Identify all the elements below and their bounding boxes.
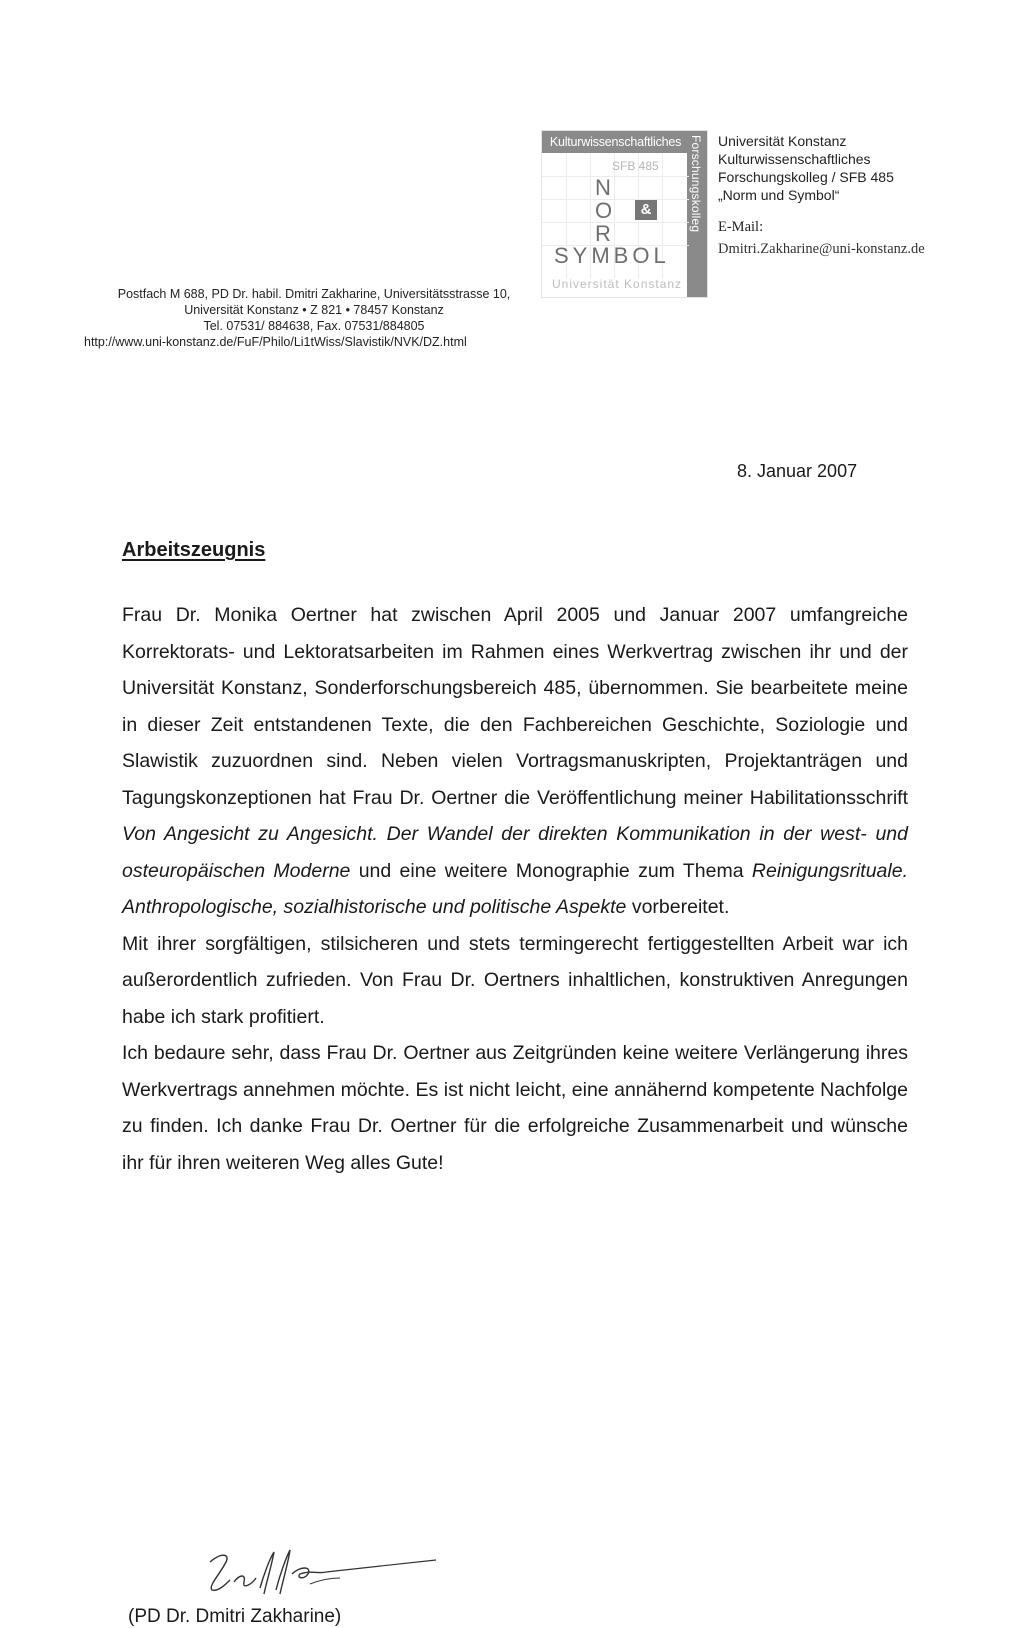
email-address[interactable]: Dmitri.Zakharine@uni-konstanz.de [718, 241, 925, 257]
institute-logo [541, 130, 708, 298]
logo-letter-r: R [595, 221, 611, 246]
logo-letter-o: O [595, 198, 613, 223]
logo-letter-n: N [595, 175, 611, 200]
institution-line: Forschungskolleg / SFB 485 [718, 169, 894, 185]
logo-top-band: Kulturwissenschaftliches [542, 131, 689, 153]
body-paragraph [122, 597, 908, 926]
body-paragraph: Mit ihrer sorgfältigen, stilsicheren und stets termingerecht fertiggestellten Arbeit war ich außerordentlich zufrieden. Von Frau Dr. Oertners inhaltlichen, konstruktiven Anregungen habe ich stark profitiert. [122, 932, 908, 1028]
logo-grid-line [542, 176, 689, 177]
body-text: und eine weitere Monographie zum Thema [350, 859, 752, 882]
logo-grid-line [542, 222, 689, 223]
body-text: vorbereitet. [626, 896, 730, 918]
email-label: E-Mail: [718, 219, 764, 235]
letter-body [122, 597, 908, 1181]
logo-sfb-label: SFB 485 [612, 159, 659, 173]
sender-line: Universität Konstanz • Z 821 • 78457 Konstanz [184, 303, 444, 317]
institution-block [718, 132, 1008, 258]
handwritten-signature [200, 1544, 440, 1604]
logo-symbol-word: SYMBOL [554, 243, 670, 268]
sender-url: http://www.uni-konstanz.de/FuF/Philo/Li1tWiss/Slavistik/NVK/DZ.html [84, 335, 467, 349]
logo-side-band [687, 131, 707, 297]
logo-ampersand: & [635, 200, 657, 220]
sender-line: Tel. 07531/ 884638, Fax. 07531/884805 [203, 319, 425, 333]
logo-university: Universität Konstanz [552, 277, 683, 291]
document-title: Arbeitszeugnis [122, 539, 266, 561]
institution-line: Kulturwissenschaftliches [718, 151, 871, 167]
body-paragraph: Ich bedaure sehr, dass Frau Dr. Oertner aus Zeitgründen keine weitere Verlängerung ihres Werkvertrags annehmen möchte. Es ist nicht leicht, eine annähernd kompetente Nachfolge zu finden. Ich danke Frau Dr. Oertner für die erfolgreiche Zusammenarbeit und wünsche ihr für ihren weiteren Weg alles Gute! [122, 1042, 908, 1174]
letter-date: 8. Januar 2007 [737, 461, 858, 481]
institution-line: Universität Konstanz [718, 133, 847, 149]
sender-address [84, 286, 544, 350]
book-title: Von Angesicht zu Angesicht. Der Wandel der direkten Kommunikation in der west- und osteuropäischen Moderne [122, 823, 908, 882]
signer-name: (PD Dr. Dmitri Zakharine) [128, 1606, 342, 1627]
book-title: Reinigungsrituale. Anthropologische, sozialhistorische und politische Aspekte [122, 859, 908, 918]
sender-line: Postfach M 688, PD Dr. habil. Dmitri Zakharine, Universitätsstrasse 10, [117, 287, 511, 301]
institution-line: „Norm und Symbol“ [718, 187, 840, 203]
body-text: Frau Dr. Monika Oertner hat zwischen April 2005 und Januar 2007 umfangreiche Korrektorats- und Lektoratsarbeiten im Rahmen eines Werkvertrag zwischen ihr und der Universität Konstanz, Sonderforschungsbereich 485, übernommen. Sie bearbeitete meine in dieser Zeit entstandenen Texte, die den Fachbereichen Geschichte, Soziologie und Slawistik zuzuordnen sind. Neben vielen Vortragsmanuskripten, Projektanträgen und Tagungskonzeptionen hat Frau Dr. Oertner die Veröffentlichung meiner Habilitationsschrift [122, 604, 908, 809]
logo-side-text: Forschungskolleg [689, 135, 703, 233]
logo-grid-line [542, 199, 689, 200]
